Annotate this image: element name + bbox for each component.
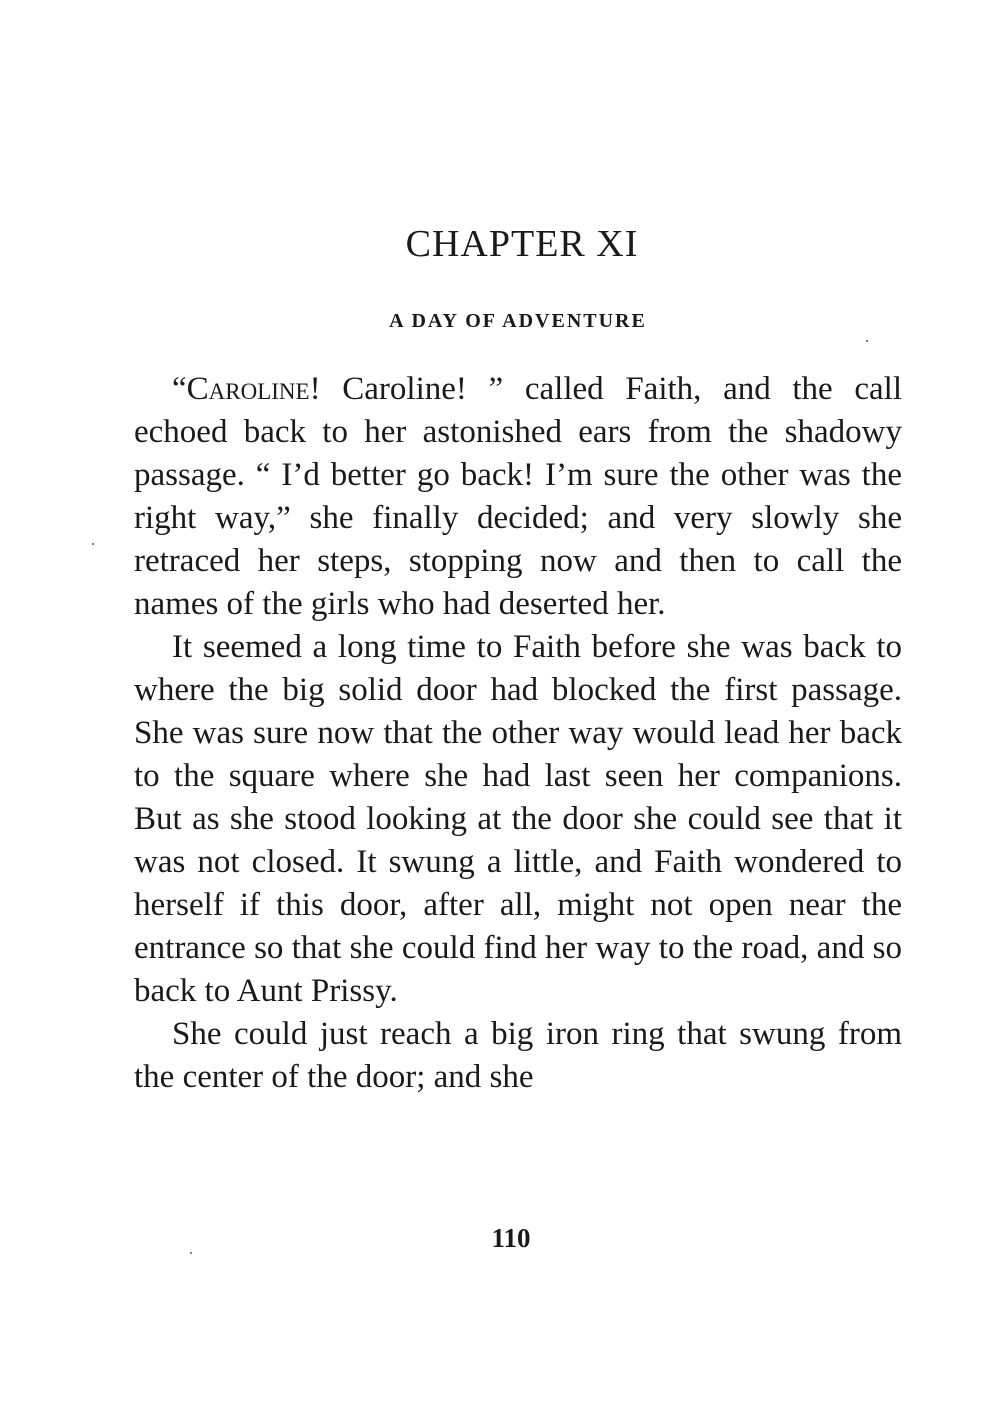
paragraph-3: She could just reach a big iron ring that swung from the center of the door; and she [134, 1016, 902, 1095]
paragraph-1-text: ! Caroline! ” called Faith, and the call echoed back to her astonished ears from the shadowy passage. “ I’d better go back! I’m sure the other was the right way,” she finally decided; and very slowly she retraced her steps, stopping now and then to call the names of the girls who had deserted her. [134, 371, 902, 622]
print-speck [190, 1252, 192, 1254]
chapter-subtitle: A DAY OF ADVENTURE [389, 310, 647, 332]
smallcaps-word: Caroline [186, 371, 310, 407]
chapter-body [134, 368, 902, 1099]
opening-quote: “ [172, 371, 187, 407]
paragraph-1 [134, 368, 902, 626]
paragraph-2: It seemed a long time to Faith before she was back to where the big solid door had blocked the first passage. She was sure now that the other way would lead her back to the square where she had last seen her companions. But as she stood looking at the door she could see that it was not closed. It swung a little, and Faith wondered to herself if this door, after all, might not open near the entrance so that she could find her way to the road, and so back to Aunt Prissy. [134, 629, 902, 1009]
chapter-heading: CHAPTER XI [405, 223, 639, 265]
print-speck [866, 340, 868, 342]
print-speck [92, 543, 94, 545]
page-number: 110 [491, 1223, 531, 1253]
